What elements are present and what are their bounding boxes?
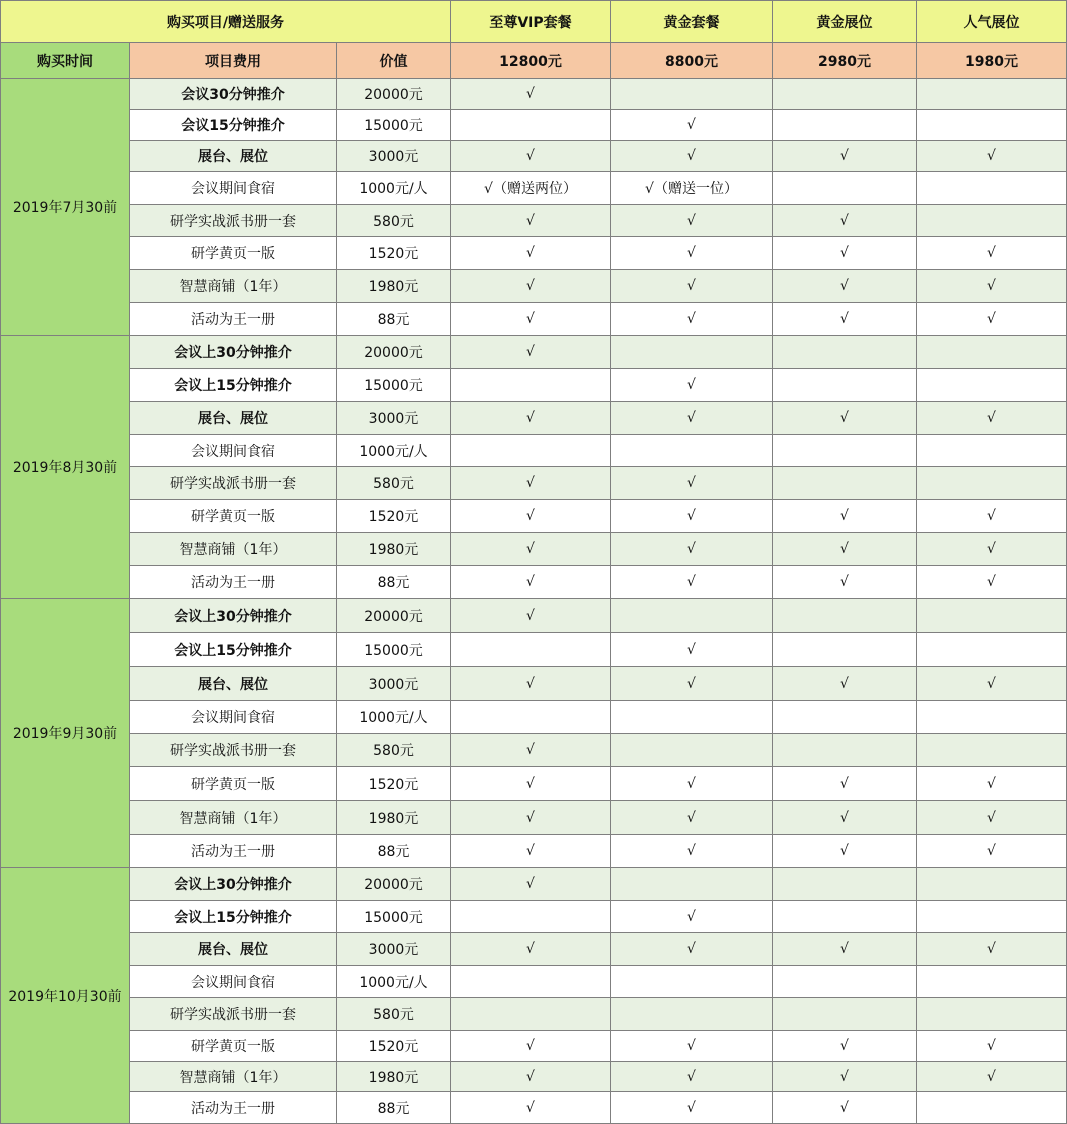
inclusion-mark: √ [773,1031,917,1062]
inclusion-mark [917,1092,1067,1124]
inclusion-mark [611,435,773,467]
inclusion-mark: √ [611,141,773,172]
table-row [1,270,1067,303]
inclusion-mark [451,369,611,402]
inclusion-mark [611,701,773,734]
item-name: 会议期间食宿 [130,966,337,998]
header-row-packages [1,1,1067,43]
inclusion-mark [917,901,1067,933]
item-name: 智慧商铺（1年） [130,533,337,566]
table-row [1,1092,1067,1124]
inclusion-mark: √ [917,1031,1067,1062]
package-name-vip: 至尊VIP套餐 [451,1,611,43]
inclusion-mark: √ [611,402,773,435]
table-row [1,172,1067,205]
inclusion-mark: √ [611,933,773,966]
item-value: 580元 [337,205,451,237]
item-value: 1520元 [337,500,451,533]
table-row [1,110,1067,141]
inclusion-mark: √ [451,467,611,500]
item-name: 活动为王一册 [130,835,337,868]
table-row [1,467,1067,500]
item-value: 3000元 [337,933,451,966]
inclusion-mark [773,435,917,467]
item-value: 88元 [337,1092,451,1124]
table-row [1,901,1067,933]
header-row-prices [1,43,1067,79]
inclusion-mark [773,172,917,205]
item-name: 展台、展位 [130,933,337,966]
inclusion-mark: √ [451,1031,611,1062]
inclusion-mark: √ [451,303,611,336]
item-value: 3000元 [337,402,451,435]
item-value: 1980元 [337,533,451,566]
inclusion-mark: √ [917,933,1067,966]
inclusion-mark [773,701,917,734]
inclusion-mark: √ [611,1092,773,1124]
inclusion-mark: √ [773,566,917,599]
inclusion-mark: √ [773,533,917,566]
item-name: 会议上15分钟推介 [130,901,337,933]
inclusion-mark: √ [611,1062,773,1092]
item-name: 研学实战派书册一套 [130,467,337,500]
package-price-gold-booth: 2980元 [773,43,917,79]
purchase-period: 2019年7月30前 [1,79,130,336]
inclusion-mark [917,998,1067,1031]
inclusion-mark [917,467,1067,500]
inclusion-mark: √ [611,467,773,500]
inclusion-mark [917,966,1067,998]
inclusion-mark [917,633,1067,667]
table-row [1,667,1067,701]
item-value: 1520元 [337,237,451,270]
table-row [1,205,1067,237]
inclusion-mark: √ [451,767,611,801]
table-row [1,868,1067,901]
inclusion-mark: √ [611,835,773,868]
table-row [1,767,1067,801]
item-value: 20000元 [337,336,451,369]
inclusion-mark [611,998,773,1031]
table-row [1,1031,1067,1062]
inclusion-mark: √ [611,633,773,667]
inclusion-mark: √ [451,533,611,566]
item-value: 1980元 [337,1062,451,1092]
inclusion-mark: √ [917,835,1067,868]
purchase-period: 2019年8月30前 [1,336,130,599]
purchase-time-header: 购买时间 [1,43,130,79]
inclusion-mark: √ [451,500,611,533]
inclusion-mark: √ [451,205,611,237]
inclusion-mark: √ [773,237,917,270]
inclusion-mark [773,336,917,369]
inclusion-mark [773,734,917,767]
table-row [1,336,1067,369]
inclusion-mark: √ [773,801,917,835]
table-row [1,369,1067,402]
inclusion-mark [773,633,917,667]
item-name: 会议15分钟推介 [130,110,337,141]
table-row [1,734,1067,767]
inclusion-mark: √ [611,270,773,303]
inclusion-mark: √ [451,1062,611,1092]
inclusion-mark [611,734,773,767]
table-row [1,966,1067,998]
item-name: 研学实战派书册一套 [130,205,337,237]
inclusion-mark [917,79,1067,110]
item-value: 1520元 [337,767,451,801]
item-value: 15000元 [337,369,451,402]
inclusion-mark: √ [451,237,611,270]
inclusion-mark [611,79,773,110]
inclusion-mark: √ [917,767,1067,801]
item-value: 3000元 [337,141,451,172]
inclusion-mark [773,901,917,933]
table-row [1,237,1067,270]
inclusion-mark: √ [611,500,773,533]
item-name: 展台、展位 [130,667,337,701]
table-row [1,79,1067,110]
inclusion-mark: √ [773,270,917,303]
inclusion-mark: √ [611,303,773,336]
value-header: 价值 [337,43,451,79]
item-name: 活动为王一册 [130,1092,337,1124]
inclusion-mark: √ [917,566,1067,599]
inclusion-mark [451,633,611,667]
inclusion-mark: √ [773,141,917,172]
inclusion-mark: √ [451,734,611,767]
item-name: 会议30分钟推介 [130,79,337,110]
inclusion-mark: √ [611,205,773,237]
inclusion-mark: √ [451,336,611,369]
inclusion-mark: √ [917,303,1067,336]
table-row [1,566,1067,599]
inclusion-mark [773,868,917,901]
inclusion-mark: √ [611,369,773,402]
inclusion-mark: √ [611,901,773,933]
inclusion-mark [451,998,611,1031]
inclusion-mark: √ [611,566,773,599]
inclusion-mark [611,966,773,998]
inclusion-mark: √ [917,533,1067,566]
inclusion-mark [451,110,611,141]
inclusion-mark: √ [611,110,773,141]
item-name: 智慧商铺（1年） [130,801,337,835]
item-name: 研学黄页一版 [130,767,337,801]
item-name: 展台、展位 [130,141,337,172]
inclusion-mark: √ [451,141,611,172]
inclusion-mark [773,998,917,1031]
inclusion-mark: √ [451,933,611,966]
inclusion-mark: √ [917,141,1067,172]
item-value: 580元 [337,467,451,500]
inclusion-mark: √ [611,237,773,270]
item-value: 1000元/人 [337,701,451,734]
inclusion-mark: √ [773,667,917,701]
item-name: 研学黄页一版 [130,1031,337,1062]
table-row [1,633,1067,667]
item-value: 15000元 [337,633,451,667]
inclusion-mark: √ [773,1092,917,1124]
item-value: 580元 [337,734,451,767]
inclusion-mark: √ [773,1062,917,1092]
item-value: 1000元/人 [337,435,451,467]
inclusion-mark: √ [451,599,611,633]
inclusion-mark: √ [611,801,773,835]
inclusion-mark: √ [451,566,611,599]
inclusion-mark: √ [611,533,773,566]
item-name: 会议上15分钟推介 [130,369,337,402]
inclusion-mark [773,369,917,402]
inclusion-mark: √ [917,667,1067,701]
inclusion-mark: √ [917,801,1067,835]
item-name: 会议上30分钟推介 [130,868,337,901]
item-name: 研学实战派书册一套 [130,998,337,1031]
item-value: 3000元 [337,667,451,701]
inclusion-mark: √ [451,1092,611,1124]
table-row [1,141,1067,172]
package-name-popular-booth: 人气展位 [917,1,1067,43]
inclusion-mark: √ [773,767,917,801]
item-value: 15000元 [337,110,451,141]
item-name: 展台、展位 [130,402,337,435]
item-value: 1980元 [337,801,451,835]
item-value: 20000元 [337,868,451,901]
inclusion-mark: √ [773,402,917,435]
inclusion-mark [917,868,1067,901]
item-value: 20000元 [337,599,451,633]
item-name: 智慧商铺（1年） [130,1062,337,1092]
item-value: 1980元 [337,270,451,303]
inclusion-mark: √ [917,500,1067,533]
package-price-vip: 12800元 [451,43,611,79]
inclusion-mark: √ [773,933,917,966]
item-name: 会议期间食宿 [130,435,337,467]
inclusion-mark [611,868,773,901]
inclusion-mark: √ [917,270,1067,303]
inclusion-mark: √（赠送一位） [611,172,773,205]
item-name: 智慧商铺（1年） [130,270,337,303]
inclusion-mark: √ [451,402,611,435]
inclusion-mark: √ [451,835,611,868]
table-row [1,435,1067,467]
package-price-popular-booth: 1980元 [917,43,1067,79]
table-row [1,933,1067,966]
inclusion-mark [773,110,917,141]
inclusion-mark [917,701,1067,734]
item-name: 研学黄页一版 [130,237,337,270]
inclusion-mark: √ [451,667,611,701]
inclusion-mark [917,205,1067,237]
item-value: 88元 [337,835,451,868]
item-name: 活动为王一册 [130,566,337,599]
item-fee-header: 项目费用 [130,43,337,79]
item-value: 88元 [337,566,451,599]
item-name: 研学黄页一版 [130,500,337,533]
item-name: 活动为王一册 [130,303,337,336]
inclusion-mark: √ [451,79,611,110]
inclusion-mark: √ [611,667,773,701]
inclusion-mark: √ [773,303,917,336]
purchase-period: 2019年10月30前 [1,868,130,1124]
table-row [1,998,1067,1031]
table-row [1,701,1067,734]
table-row [1,835,1067,868]
item-value: 1000元/人 [337,966,451,998]
inclusion-mark [451,901,611,933]
item-name: 研学实战派书册一套 [130,734,337,767]
table-row [1,533,1067,566]
inclusion-mark: √ [917,237,1067,270]
table-row [1,402,1067,435]
item-name: 会议上15分钟推介 [130,633,337,667]
table-row [1,1062,1067,1092]
item-value: 580元 [337,998,451,1031]
item-name: 会议上30分钟推介 [130,336,337,369]
inclusion-mark: √ [773,835,917,868]
inclusion-mark [917,734,1067,767]
inclusion-mark [451,966,611,998]
inclusion-mark [917,110,1067,141]
inclusion-mark: √ [451,868,611,901]
item-value: 20000元 [337,79,451,110]
inclusion-mark: √ [451,801,611,835]
item-value: 15000元 [337,901,451,933]
inclusion-mark: √ [917,1062,1067,1092]
inclusion-mark: √ [611,1031,773,1062]
inclusion-mark [917,435,1067,467]
inclusion-mark: √（赠送两位） [451,172,611,205]
inclusion-mark [917,336,1067,369]
inclusion-mark [773,467,917,500]
item-name: 会议上30分钟推介 [130,599,337,633]
table-row [1,599,1067,633]
item-value: 1520元 [337,1031,451,1062]
item-name: 会议期间食宿 [130,172,337,205]
item-value: 88元 [337,303,451,336]
inclusion-mark [773,966,917,998]
inclusion-mark [917,599,1067,633]
inclusion-mark: √ [611,767,773,801]
item-value: 1000元/人 [337,172,451,205]
purchase-period: 2019年9月30前 [1,599,130,868]
inclusion-mark: √ [451,270,611,303]
inclusion-mark [611,336,773,369]
inclusion-mark: √ [773,205,917,237]
inclusion-mark [773,79,917,110]
table-row [1,801,1067,835]
package-name-gold-booth: 黄金展位 [773,1,917,43]
package-name-gold: 黄金套餐 [611,1,773,43]
inclusion-mark [451,435,611,467]
table-row [1,303,1067,336]
inclusion-mark [451,701,611,734]
inclusion-mark [611,599,773,633]
inclusion-mark [917,369,1067,402]
item-name: 会议期间食宿 [130,701,337,734]
inclusion-mark [917,172,1067,205]
inclusion-mark [773,599,917,633]
services-title: 购买项目/赠送服务 [1,1,451,43]
table-row [1,500,1067,533]
inclusion-mark: √ [773,500,917,533]
package-price-gold: 8800元 [611,43,773,79]
inclusion-mark: √ [917,402,1067,435]
